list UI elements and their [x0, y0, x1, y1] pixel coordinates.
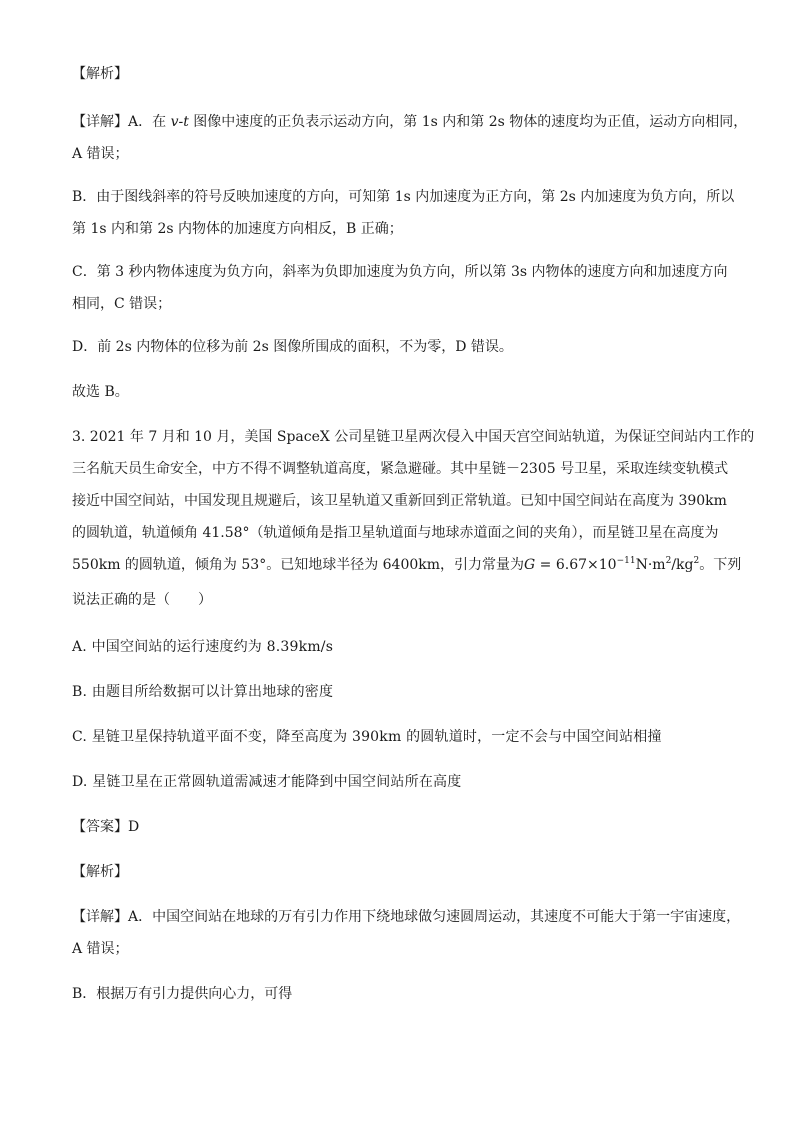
- answer-line: 【答案】D: [72, 819, 140, 835]
- detail-paragraph-b-line1: B．由于图线斜率的符号反映加速度的方向，可知第 1s 内加速度为正方向，第 2s 内加速度为负方向，所以: [72, 189, 735, 205]
- detail-paragraph-a-line1: [72, 112, 747, 132]
- unit-square-1: 2: [665, 556, 672, 566]
- analysis-heading-1: 【解析】: [72, 66, 128, 82]
- detail-paragraph-c-line1: C．第 3 秒内物体速度为负方向，斜率为负即加速度为负方向，所以第 3s 内物体的速度方向和加速度方向: [72, 264, 728, 280]
- detail-tag-2: 【详解】: [72, 909, 128, 925]
- q3-line5-text: 550km 的圆轨道，倾角为 53°。已知地球半径为 6400km，引力常量为: [72, 557, 525, 573]
- detail-a-text: 图像中速度的正负表示运动方向，第 1s 内和第 2s 物体的速度均为正值，运动方向相同，: [193, 114, 748, 130]
- detail-tag-1: 【详解】: [72, 114, 128, 130]
- detail-paragraph-b-line2: 第 1s 内和第 2s 内物体的加速度方向相反，B 正确；: [72, 221, 403, 237]
- vt-symbol: v-t: [170, 114, 189, 130]
- unit-text-2: /kg: [671, 557, 694, 573]
- detail-2-b-line: B．根据万有引力提供向心力，可得: [72, 986, 293, 1002]
- unit-square-2: 2: [693, 556, 700, 566]
- question-3-line2: 三名航天员生命安全，中方不得不调整轨道高度，紧急避碰。其中星链－2305 号卫星，采取连续变轨模式: [72, 461, 729, 477]
- conclusion-text: 故选 B。: [72, 384, 129, 400]
- detail-paragraph-a-line2: A 错误；: [72, 146, 129, 162]
- gravitational-constant-value: = 6.67×10: [535, 557, 617, 573]
- option-d: D. 星链卫星在正常圆轨道需减速才能降到中国空间站所在高度: [72, 774, 462, 790]
- option-a: A. 中国空间站的运行速度约为 8.39km/s: [72, 639, 334, 655]
- question-3-line1: 3. 2021 年 7 月和 10 月，美国 SpaceX 公司星链卫星两次侵入中国天宫空间站轨道，为保证空间站内工作的: [72, 429, 755, 445]
- q3-line5-tail: 。下列: [699, 557, 742, 573]
- exponent: −11: [616, 556, 636, 566]
- detail-paragraph-c-line2: 相同，C 错误；: [72, 296, 172, 312]
- question-3-line6: 说法正确的是（ ）: [72, 592, 212, 608]
- analysis-heading-2: 【解析】: [72, 864, 128, 880]
- question-3-line4: 的圆轨道，轨道倾角 41.58°（轨道倾角是指卫星轨道面与地球赤道面之间的夹角），而星链卫星在高度为: [72, 525, 719, 541]
- question-3-line3: 接近中国空间站，中国发现且规避后，该卫星轨道又重新回到正常轨道。已知中国空间站在高度为 390km: [72, 493, 727, 509]
- unit-text: N·m: [635, 557, 666, 573]
- gravitational-constant-symbol: G: [524, 557, 536, 573]
- detail-paragraph-d: D．前 2s 内物体的位移为前 2s 图像所围成的面积，不为零，D 错误。: [72, 339, 513, 355]
- detail-2-line1: [72, 907, 740, 927]
- question-3-line5: [72, 555, 741, 575]
- detail-a-prefix: A．在: [128, 114, 167, 130]
- detail-2-line2: A 错误；: [72, 941, 129, 957]
- option-b: B. 由题目所给数据可以计算出地球的密度: [72, 684, 334, 700]
- detail-2-text: A．中国空间站在地球的万有引力作用下绕地球做匀速圆周运动，其速度不可能大于第一宇宙速度，: [128, 909, 741, 925]
- option-c: C. 星链卫星保持轨道平面不变，降至高度为 390km 的圆轨道时，一定不会与中国空间站相撞: [72, 729, 662, 745]
